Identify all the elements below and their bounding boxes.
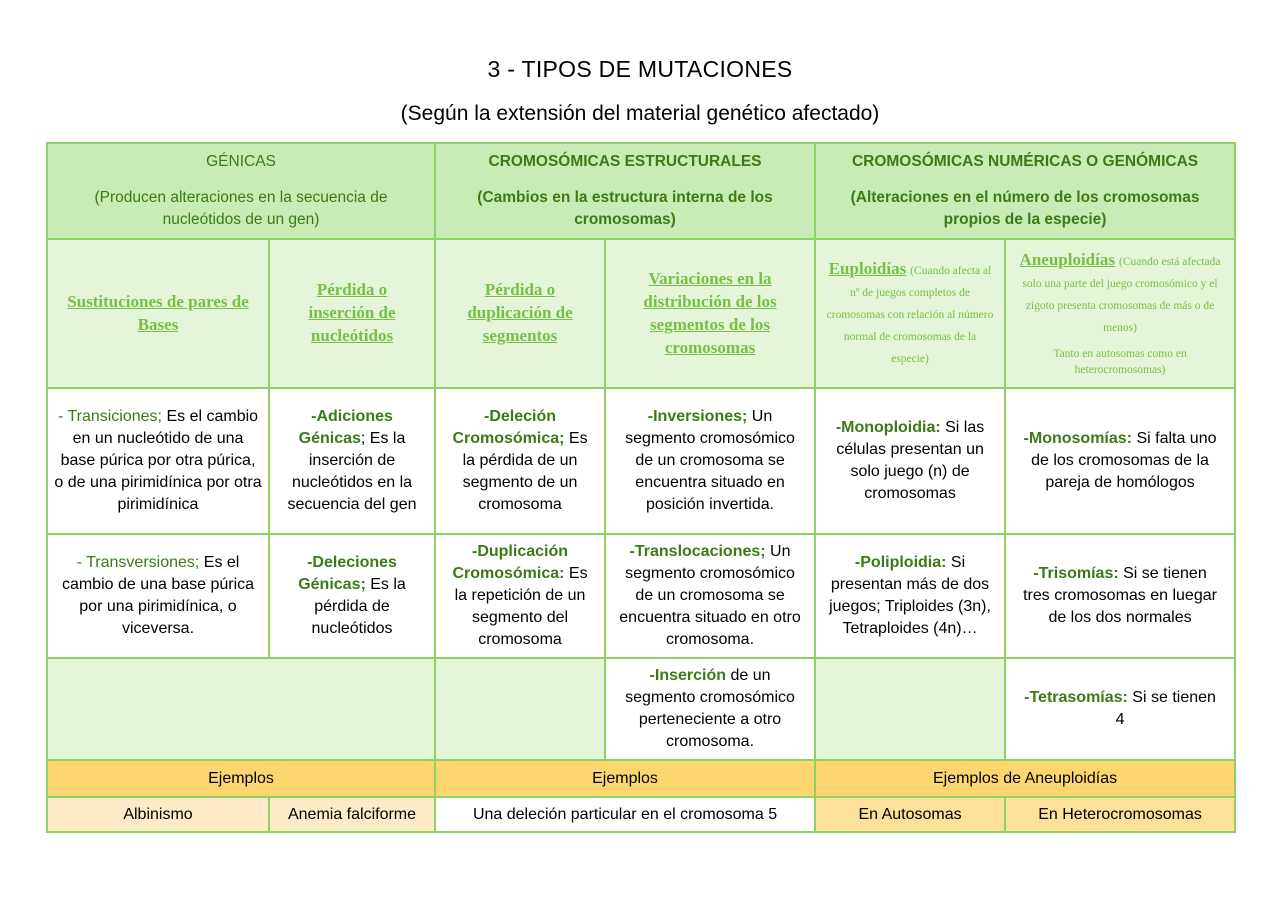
text-tetrasomias: Si se tienen 4 <box>1115 689 1216 728</box>
header-genicas <box>47 143 435 239</box>
cell-transversiones <box>47 534 269 658</box>
cell-translocaciones <box>605 534 815 658</box>
header-genicas-desc: (Producen alteraciones en la secuencia de nucleótidos de un gen) <box>94 189 388 228</box>
subheader-aneuploidias-desc: (Cuando está afectada solo una parte del juego cromosómico y el zigoto presenta cromosomas de más o de menos) <box>1022 256 1221 334</box>
text-inversiones: Un segmento cromosómico de un cromosoma se encuentra situado en posición invertida. <box>625 408 795 513</box>
subheader-perdida-duplicacion <box>435 239 605 388</box>
example-anemia: Anemia falciforme <box>269 797 435 832</box>
cell-transiciones <box>47 388 269 534</box>
example-albinismo: Albinismo <box>47 797 269 832</box>
text-trisomias: Si se tienen tres cromosomas en luegar de los dos normales <box>1023 565 1217 626</box>
subheader-variaciones <box>605 239 815 388</box>
subheader-perdida-insercion-label: Pérdida o inserción de nucleótidos <box>308 280 396 345</box>
ejemplos-estructurales: Ejemplos <box>435 760 815 797</box>
subheader-perdida-insercion <box>269 239 435 388</box>
cell-deleciones <box>269 534 435 658</box>
term-duplicacion: -Duplicación Cromosómica: <box>452 543 569 582</box>
header-genicas-name: GÉNICAS <box>206 153 276 170</box>
mutations-table <box>46 142 1236 833</box>
text-poliploidia: Si presentan más de dos juegos; Triploides (3n), Tetraploides (4n)… <box>829 554 991 637</box>
cell-tetrasomias <box>1005 658 1235 760</box>
example-autosomas: En Autosomas <box>815 797 1005 832</box>
header-estructurales-desc: (Cambios en la estructura interna de los cromosomas) <box>477 189 773 228</box>
text-adiciones: ; Es la inserción de nucleótidos en la secuencia del gen <box>287 430 417 513</box>
ejemplos-genicas: Ejemplos <box>47 760 435 797</box>
text-transiciones: Es el cambio en un nucleótido de una base púrica por otra púrica, o de una pirimidínica por otra pirimidínica <box>54 408 262 513</box>
page-title: 3 - TIPOS DE MUTACIONES <box>487 56 793 82</box>
header-estructurales-name: CROMOSÓMICAS ESTRUCTURALES <box>488 153 762 170</box>
example-heterocromosomas: En Heterocromosomas <box>1005 797 1235 832</box>
cell-empty-euploidias <box>815 658 1005 760</box>
term-transversiones: - Transversiones; <box>76 554 200 571</box>
term-trisomias: -Trisomías: <box>1033 565 1119 582</box>
cell-monoploidia <box>815 388 1005 534</box>
subheader-aneuploidias-note: Tanto en autosomas como en heterocromosomas) <box>1053 348 1187 376</box>
term-monoploidia: -Monoploidia: <box>835 419 941 436</box>
subheader-sustituciones <box>47 239 269 388</box>
text-deleciones: Es la pérdida de nucleótidos <box>311 576 406 637</box>
term-deleciones: -Deleciones Génicas; <box>298 554 397 593</box>
text-monoploidia: Si las células presentan un solo juego (n) de cromosomas <box>836 419 985 502</box>
subheader-aneuploidias-label: Aneuploidías <box>1019 250 1115 269</box>
subheader-aneuploidias <box>1005 239 1235 388</box>
cell-duplicacion <box>435 534 605 658</box>
header-numericas <box>815 143 1235 239</box>
text-insercion: de un segmento cromosómico perteneciente a otro cromosoma. <box>625 667 795 750</box>
example-delecion: Una deleción particular en el cromosoma 5 <box>435 797 815 832</box>
header-estructurales <box>435 143 815 239</box>
cell-inversiones <box>605 388 815 534</box>
ejemplos-numericas: Ejemplos de Aneuploidías <box>815 760 1235 797</box>
subheader-euploidias-label: Euploidías <box>828 259 907 278</box>
text-monosomias: Si falta uno de los cromosomas de la pareja de homólogos <box>1031 430 1217 491</box>
cell-adiciones <box>269 388 435 534</box>
header-numericas-desc: (Alteraciones en el número de los cromosomas propios de la especie) <box>850 189 1200 228</box>
term-insercion: -Inserción <box>649 667 727 684</box>
term-inversiones: -Inversiones; <box>647 408 748 425</box>
cell-empty-genicas <box>47 658 435 760</box>
subheader-variaciones-label: Variaciones en la distribución de los segmentos de los cromosomas <box>643 268 777 357</box>
cell-monosomias <box>1005 388 1235 534</box>
subheader-euploidias-desc: (Cuando afecta al nº de juegos completos de cromosomas con relación al número normal de cromosomas de la especie) <box>826 265 994 365</box>
cell-delecion <box>435 388 605 534</box>
term-adiciones: -Adiciones Génicas <box>298 408 393 447</box>
term-delecion: -Deleción Cromosómica; <box>452 408 565 447</box>
subheader-sustituciones-label: Sustituciones de pares de Bases <box>67 291 249 334</box>
term-monosomias: -Monosomías: <box>1023 430 1132 447</box>
term-translocaciones: -Translocaciones; <box>629 543 766 560</box>
term-tetrasomias: -Tetrasomías: <box>1024 689 1128 706</box>
subheader-perdida-duplicacion-label: Pérdida o duplicación de segmentos <box>467 280 573 345</box>
text-translocaciones: Un segmento cromosómico de un cromosoma se encuentra situado en otro cromosoma. <box>619 543 801 648</box>
cell-empty-estructurales <box>435 658 605 760</box>
term-poliploidia: -Poliploidia: <box>854 554 947 571</box>
cell-trisomias <box>1005 534 1235 658</box>
cell-poliploidia <box>815 534 1005 658</box>
term-transiciones: - Transiciones; <box>57 408 162 425</box>
page-subtitle: (Según la extensión del material genético afectado) <box>400 102 880 125</box>
text-delecion: Es la pérdida de un segmento de un cromosoma <box>462 430 588 513</box>
header-numericas-name: CROMOSÓMICAS NUMÉRICAS O GENÓMICAS <box>851 153 1199 170</box>
subheader-euploidias <box>815 239 1005 388</box>
cell-insercion <box>605 658 815 760</box>
text-transversiones: Es el cambio de una base púrica por una pirimidínica, o viceversa. <box>61 554 255 637</box>
text-duplicacion: Es la repetición de un segmento del cromosoma <box>454 565 588 648</box>
